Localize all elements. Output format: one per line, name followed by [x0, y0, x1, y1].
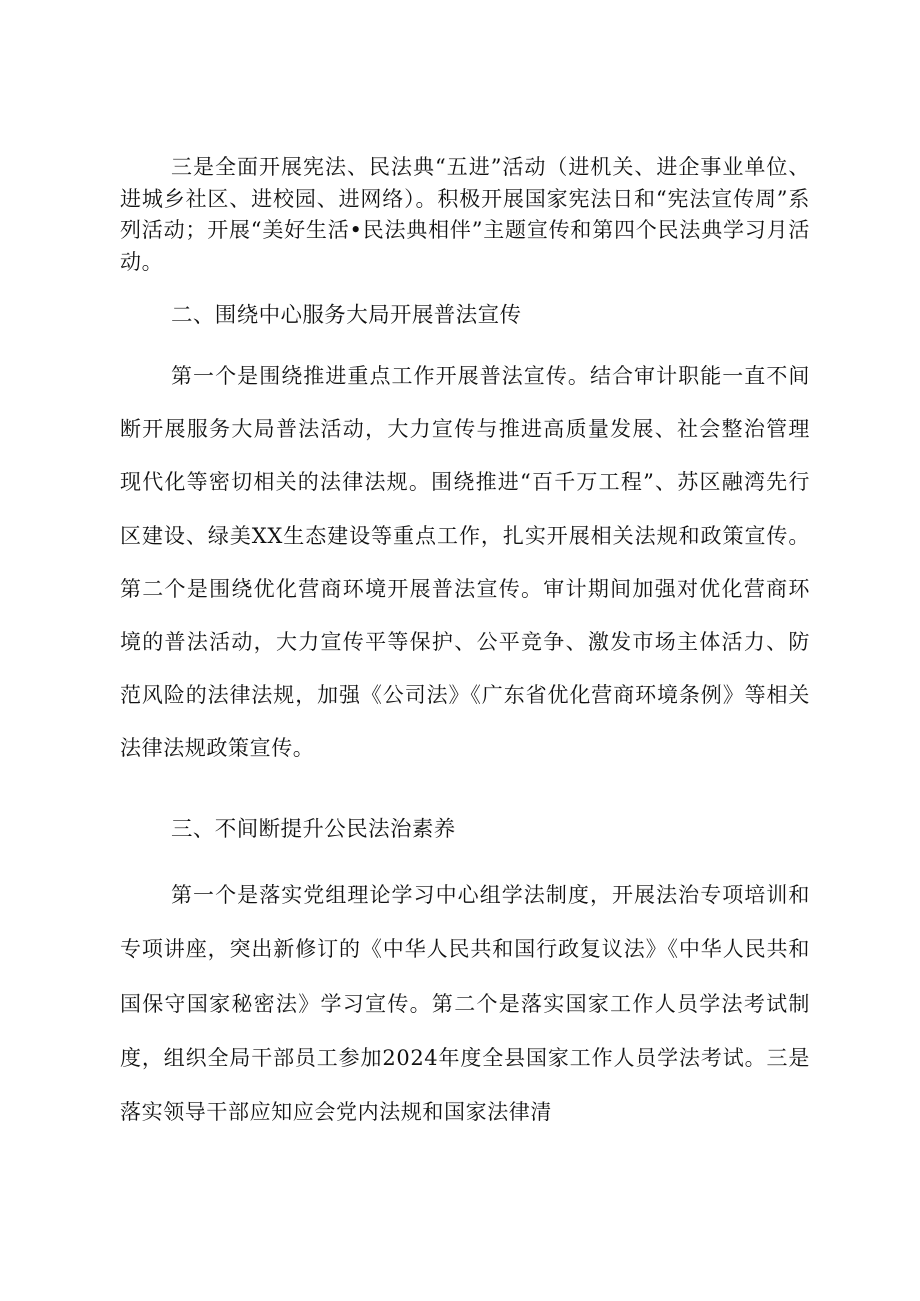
paragraph-five-entries: 三是全面开展宪法、民法典“五进”活动（进机关、进企事业单位、进城乡社区、进校园、进网络）。积极开展国家宪法日和“宪法宣传周”系列活动；开展“美好生活•民法典相伴”主题宣传和第四个民法典学习月活动。	[120, 155, 810, 274]
paragraph-legal-literacy: 第一个是落实党组理论学习中心组学法制度，开展法治专项培训和专项讲座，突出新修订的《中华人民共和国行政复议法》《中华人民共和国保守国家秘密法》学习宣传。第二个是落实国家工作人员学法考试制度，组织全局干部员工参加2024年度全县国家工作人员学法考试。三是落实领导干部应知应会党内法规和国家法律清	[120, 883, 810, 1125]
section-heading-two: 二、围绕中心服务大局开展普法宣传	[171, 303, 522, 328]
section-heading-three: 三、不间断提升公民法治素养	[171, 817, 456, 842]
paragraph-serve-overall: 第一个是围绕推进重点工作开展普法宣传。结合审计职能一直不间断开展服务大局普法活动，大力宣传与推进高质量发展、社会整治管理现代化等密切相关的法律法规。围绕推进“百千万工程”、苏区融湾先行区建设、绿美XX生态建设等重点工作，扎实开展相关法规和政策宣传。第二个是围绕优化营商环境开展普法宣传。审计期间加强对优化营商环境的普法活动，大力宣传平等保护、公平竞争、激发市场主体活力、防范风险的法律法规，加强《公司法》《广东省优化营商环境条例》等相关法律法规政策宣传。	[120, 364, 810, 761]
